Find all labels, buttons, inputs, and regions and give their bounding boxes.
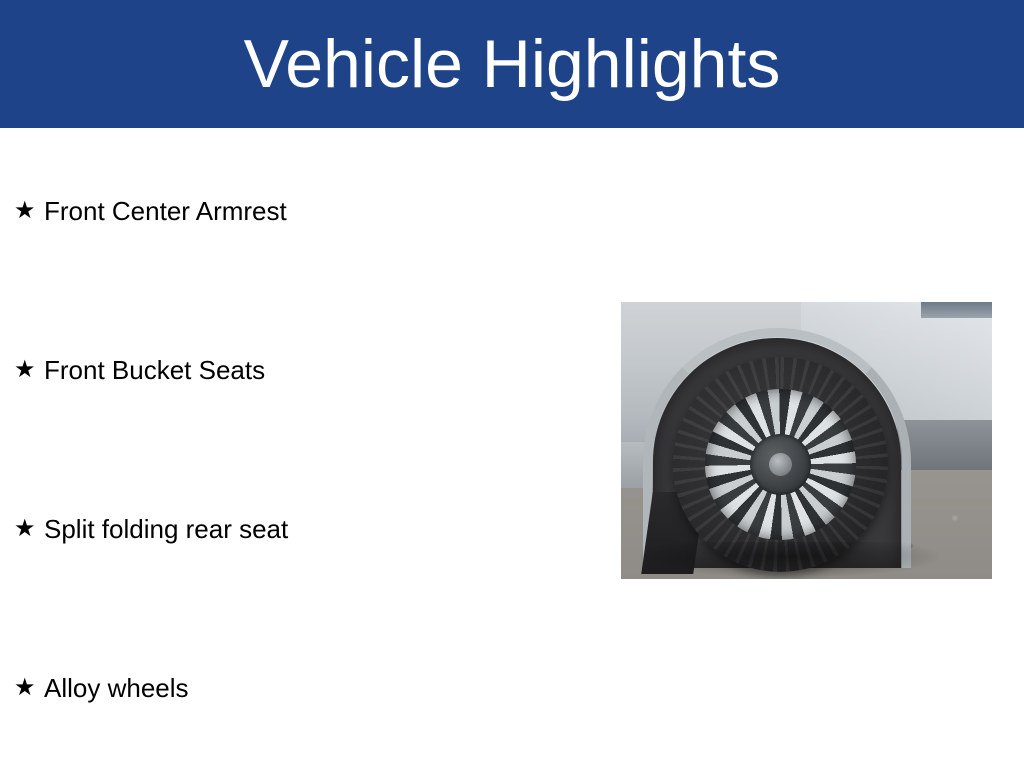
list-item-label: Alloy wheels [44,672,189,703]
list-item [14,509,288,549]
list-item [14,668,189,708]
star-icon: ★ [14,197,36,224]
list-item-label: Front Bucket Seats [44,354,266,385]
star-icon: ★ [14,515,36,542]
list-item-label: Split folding rear seat [44,513,289,544]
photo-body-shadow [897,420,992,470]
highlights-list [0,128,620,768]
photo-ground-shadow [639,542,939,578]
star-icon: ★ [14,356,36,383]
slide-title-bar [0,0,1024,128]
list-item-label: Front Center Armrest [44,195,287,226]
page-title: Vehicle Highlights [243,26,781,102]
list-item [14,191,287,231]
photo-background-sky [921,302,992,318]
photo-hub-cap [769,453,792,476]
star-icon: ★ [14,674,36,701]
vehicle-wheel-photo [621,302,992,579]
list-item [14,350,265,390]
